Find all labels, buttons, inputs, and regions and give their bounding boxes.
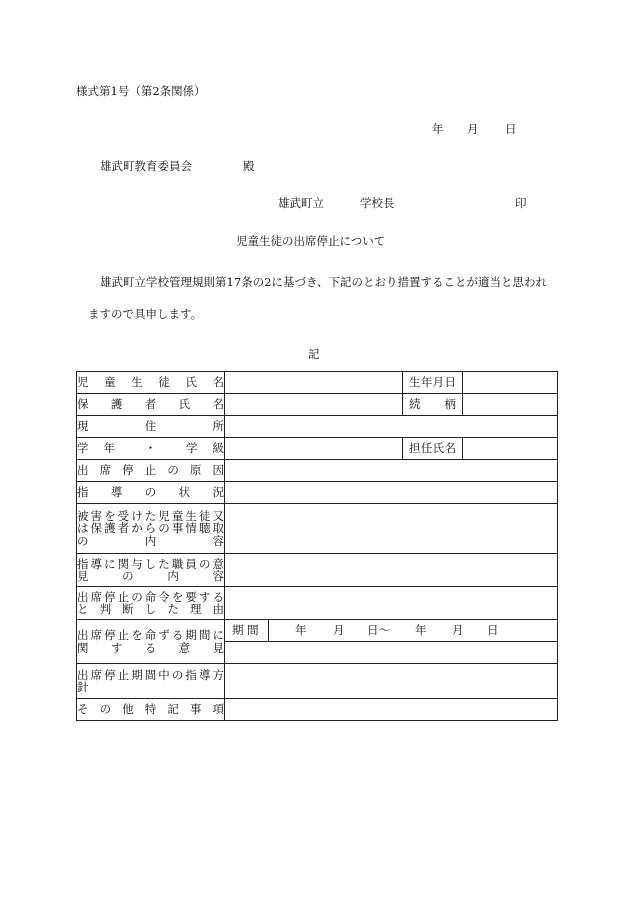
- label-cell: [77, 394, 225, 416]
- sender-title: 学校長: [360, 196, 395, 210]
- table-row: [77, 587, 558, 620]
- label-cell: [77, 372, 225, 394]
- other-notes-label: その他特記事項: [77, 702, 224, 717]
- policy-label-line1: 出席停止期間中の指導方: [77, 667, 224, 682]
- period-opinion-field[interactable]: [225, 642, 558, 664]
- relationship-label: 続柄: [409, 397, 456, 412]
- date-month: 月: [467, 122, 479, 136]
- body-line-1: 雄武町立学校管理規則第17条の2に基づき、下記のとおり措置することが適当と思われ: [100, 275, 547, 289]
- seal-mark: 印: [515, 196, 527, 210]
- period-year-1: 年: [295, 623, 307, 637]
- victim-label-line2: は保護者からの事情聴取: [77, 521, 224, 536]
- grade-class-label: [77, 442, 224, 455]
- table-row: [77, 460, 558, 482]
- ki-heading: 記: [308, 347, 320, 361]
- student-name-field[interactable]: [225, 372, 403, 394]
- grade-label-part: 学年: [77, 441, 115, 456]
- teacher-name-field[interactable]: [463, 438, 558, 460]
- table-row: [77, 699, 558, 721]
- reason-label-line2: と判断した理由: [77, 602, 224, 616]
- birth-date-field[interactable]: [463, 372, 558, 394]
- label-cell: [77, 482, 225, 504]
- table-row: [77, 620, 558, 642]
- grade-separator: ・: [144, 441, 157, 456]
- form-number: 様式第1号（第2条関係）: [76, 84, 206, 98]
- address-label: 現住所: [77, 419, 224, 434]
- other-notes-field[interactable]: [225, 699, 558, 721]
- report-table: [76, 371, 558, 721]
- table-row: [77, 438, 558, 460]
- date-year: 年: [432, 122, 444, 136]
- date-day: 日: [505, 122, 517, 136]
- label-cell: [77, 438, 225, 460]
- period-word: 期 間: [232, 623, 259, 637]
- reason-label-line1: 出席停止の命令を要する: [77, 589, 224, 604]
- period-month-1: 月: [333, 623, 345, 637]
- label-cell: [77, 554, 225, 587]
- teacher-name-label: 担任氏名: [409, 441, 456, 456]
- guidance-status-label: 指導の状況: [77, 485, 224, 500]
- label-cell: [77, 620, 225, 664]
- period-label-line1: 出席停止を命ずる期間に: [77, 628, 224, 642]
- label-cell: [77, 416, 225, 438]
- staff-label-line2: 見の内容: [77, 569, 224, 583]
- label-cell: [77, 587, 225, 620]
- class-label-part: 学級: [186, 441, 224, 456]
- sender-school: 雄武町立: [278, 196, 324, 210]
- table-row: [77, 394, 558, 416]
- table-row: [77, 504, 558, 554]
- guardian-name-label: 保護者氏名: [77, 397, 224, 412]
- address-field[interactable]: [225, 416, 558, 438]
- staff-label-line1: 指導に関与した職員の意: [77, 556, 224, 571]
- period-year-2: 年: [415, 623, 427, 637]
- period-label-line2: 関する意見: [77, 640, 224, 655]
- label-cell: [403, 372, 463, 394]
- guardian-name-field[interactable]: [225, 394, 403, 416]
- subject-title: 児童生徒の出席停止について: [236, 234, 386, 248]
- guidance-status-field[interactable]: [225, 482, 558, 504]
- table-row: [77, 664, 558, 699]
- cause-label: 出席停止の原因: [77, 463, 224, 478]
- policy-label-line2: 針: [77, 680, 89, 694]
- label-cell: [403, 438, 463, 460]
- table-row: [77, 482, 558, 504]
- period-day-2: 日: [487, 623, 499, 637]
- victim-label-line1: 被害を受けた児童生徒又: [77, 508, 224, 523]
- label-cell: [77, 664, 225, 699]
- period-month-2: 月: [452, 623, 464, 637]
- label-cell: [77, 460, 225, 482]
- table-row: [77, 372, 558, 394]
- cause-field[interactable]: [225, 460, 558, 482]
- staff-opinion-field[interactable]: [225, 554, 558, 587]
- period-field[interactable]: [225, 620, 558, 642]
- birth-date-label: 生年月日: [409, 375, 456, 390]
- reason-field[interactable]: [225, 587, 558, 620]
- addressee-honorific: 殿: [243, 159, 255, 173]
- victim-label-line3: の内容: [77, 533, 224, 548]
- victim-hearing-field[interactable]: [225, 504, 558, 554]
- label-cell: [403, 394, 463, 416]
- label-cell: [77, 504, 225, 554]
- relationship-field[interactable]: [463, 394, 558, 416]
- student-name-label: 児童生徒氏名: [77, 375, 224, 390]
- table-row: [77, 554, 558, 587]
- addressee-name: 雄武町教育委員会: [100, 159, 192, 173]
- period-day-1: 日〜: [367, 623, 390, 637]
- body-line-2: ますので具申します。: [88, 307, 203, 321]
- grade-class-field[interactable]: [225, 438, 403, 460]
- guidance-policy-field[interactable]: [225, 664, 558, 699]
- period-divider: [268, 620, 269, 641]
- table-row: [77, 416, 558, 438]
- label-cell: [77, 699, 225, 721]
